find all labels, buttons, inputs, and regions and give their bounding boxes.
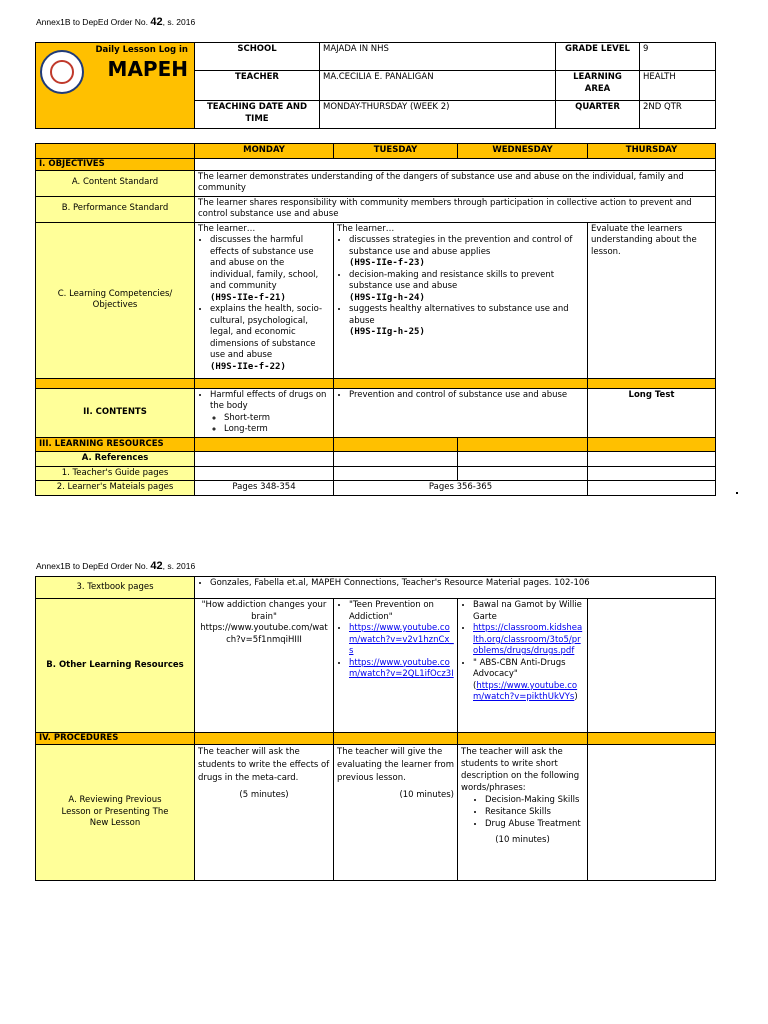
deped-seal-icon xyxy=(40,50,84,94)
stray-dot xyxy=(736,492,738,494)
lm-tuesday: Pages 356-365 xyxy=(334,481,588,496)
tue-bullet-3-text: suggests healthy alternatives to substance use and abuse xyxy=(349,304,569,326)
resources-blank-2 xyxy=(334,437,458,452)
textbook-value xyxy=(195,577,716,599)
mon-intro: The learner… xyxy=(198,223,256,234)
wed-link-1-item xyxy=(473,623,584,658)
mon-video-title: "How addiction changes your brain" xyxy=(201,600,327,622)
mon-bullet-2 xyxy=(210,304,330,373)
wed-link-2[interactable]: https://www.youtube.com/watch?v=pikthUkVYs xyxy=(473,680,578,702)
separator-2 xyxy=(334,378,588,388)
date-label: TEACHING DATE AND TIME xyxy=(195,101,320,129)
competencies-monday xyxy=(195,222,334,378)
annex-number: 42 xyxy=(150,16,163,28)
day-thursday: THURSDAY xyxy=(588,144,716,159)
contents-long-term: ◦ Long-term xyxy=(224,424,330,436)
learners-materials-label: 2. Learner's Mateials pages xyxy=(36,481,195,496)
annex-suffix: , s. 2016 xyxy=(162,17,196,27)
tue-bullet-2 xyxy=(349,270,584,305)
wed-resource-1: • Bawal na Gamot by Willie Garte xyxy=(473,600,584,623)
proc-wed-b1: • Decision-Making Skills xyxy=(485,794,584,806)
grade-label: GRADE LEVEL xyxy=(556,43,640,71)
resources-blank-3 xyxy=(458,437,588,452)
separator-label xyxy=(36,378,195,388)
school-label: SCHOOL xyxy=(195,43,320,71)
references-label: A. References xyxy=(36,452,195,467)
competencies-thursday: Evaluate the learners understanding about the lesson. xyxy=(588,222,716,378)
area-value: HEALTH xyxy=(640,71,716,101)
tue-intro: The learner… xyxy=(337,223,395,234)
contents-tue-text: • Prevention and control of substance use and abuse xyxy=(349,390,584,402)
tue-bullet-2-text: decision-making and resistance skills to prevent substance use and abuse xyxy=(349,269,555,291)
content-standard-label: A. Content Standard xyxy=(36,170,195,196)
day-wednesday: WEDNESDAY xyxy=(458,144,588,159)
proc-wednesday xyxy=(458,745,588,881)
performance-standard: The learner shares responsibility with community members through participation in collective action to prevent and control substance use and abuse xyxy=(195,196,716,222)
proc-blank-1 xyxy=(195,733,334,745)
tue-link-2-item xyxy=(349,658,454,681)
tue-code-1: (H9S-IIe-f-23) xyxy=(349,258,425,268)
competencies-label: C. Learning Competencies/ Objectives xyxy=(36,222,195,378)
refs-tue xyxy=(334,452,458,467)
contents-mon-text: Harmful effects of drugs on the body xyxy=(210,389,327,411)
day-tuesday: TUESDAY xyxy=(334,144,458,159)
contents-monday xyxy=(195,388,334,437)
proc-mon-time: (5 minutes) xyxy=(239,790,289,800)
proc-tue-time: (10 minutes) xyxy=(399,790,454,800)
contents-tuesday xyxy=(334,388,588,437)
textbook-label: 3. Textbook pages xyxy=(36,577,195,599)
lm-thu xyxy=(588,481,716,496)
tue-code-3: (H9S-IIg-h-25) xyxy=(349,327,425,337)
refs-wed xyxy=(458,452,588,467)
proc-blank-2 xyxy=(334,733,458,745)
contents-mon-bullet xyxy=(210,390,330,436)
resources-blank-4 xyxy=(588,437,716,452)
mon-video-url[interactable]: https://www.youtube.com/watch?v=5f1nmqiHIII xyxy=(200,623,328,645)
tue-bullet-1 xyxy=(349,235,584,270)
performance-standard-label: B. Performance Standard xyxy=(36,196,195,222)
wed-link-1[interactable]: https://classroom.kidshealth.org/classroom/3to5/problems/drugs/drugs.pdf xyxy=(473,623,583,656)
tue-code-2: (H9S-IIg-h-24) xyxy=(349,292,425,303)
mon-bullet-1-text: discusses the harmful effects of substance use and abuse on the individual, family, school, and community xyxy=(210,235,319,291)
resources-blank-1 xyxy=(195,437,334,452)
objectives-corner xyxy=(36,144,195,159)
reviewing-label: A. Reviewing Previous Lesson or Presenting The New Lesson xyxy=(36,745,195,881)
resources-title: III. LEARNING RESOURCES xyxy=(36,437,195,452)
mon-code-1: (H9S-IIe-f-21) xyxy=(210,292,286,303)
refs-thu xyxy=(588,452,716,467)
wed-resource-3: • " ABS-CBN Anti-Drugs Advocacy" (https://www.youtube.com/watch?v=pikthUkVYs) xyxy=(473,658,584,704)
tue-video-title: • "Teen Prevention on Addiction" xyxy=(349,600,454,623)
objectives-title: I. OBJECTIVES xyxy=(36,158,195,170)
area-label: LEARNING AREA xyxy=(556,71,640,101)
proc-wed-b3: • Drug Abuse Treatment xyxy=(485,818,584,830)
quarter-label: QUARTER xyxy=(556,101,640,129)
annex-header-1 xyxy=(36,16,195,28)
tg-mon xyxy=(195,466,334,481)
day-monday: MONDAY xyxy=(195,144,334,159)
procedures-title: IV. PROCEDURES xyxy=(36,733,195,745)
other-tuesday xyxy=(334,599,458,733)
tue-link-1[interactable]: https://www.youtube.com/watch?v=v2v1hznCx_s xyxy=(349,623,454,656)
teacher-label: TEACHER xyxy=(195,71,320,101)
tue-bullet-3 xyxy=(349,304,584,339)
mon-code-2: (H9S-IIe-f-22) xyxy=(210,361,286,372)
tg-tue xyxy=(334,466,458,481)
proc-wed-time: (10 minutes) xyxy=(495,835,550,845)
separator-1 xyxy=(195,378,334,388)
lesson-table-2 xyxy=(35,576,716,881)
grade-value: 9 xyxy=(640,43,716,71)
wed-resource-3-text: " ABS-CBN Anti-Drugs Advocacy" xyxy=(473,657,566,679)
school-value: MAJADA IN NHS xyxy=(320,43,556,71)
lesson-table-1 xyxy=(35,143,716,496)
subject-title: MAPEH xyxy=(107,57,188,81)
other-resources-label: B. Other Learning Resources xyxy=(36,599,195,733)
mon-bullet-1 xyxy=(210,235,330,304)
objectives-blank xyxy=(195,158,716,170)
mon-bullet-2-text: explains the health, socio-cultural, psychological, legal, and economic dimensions of substance use and abuse xyxy=(210,304,323,360)
other-monday xyxy=(195,599,334,733)
proc-tue-text: The teacher will give the evaluating the learner from previous lesson. xyxy=(337,747,454,783)
contents-thursday: Long Test xyxy=(588,388,716,437)
proc-tuesday xyxy=(334,745,458,881)
tue-link-1-item xyxy=(349,623,454,658)
annex2-prefix: Annex1B to DepEd Order No. xyxy=(36,561,151,571)
dll-label: Daily Lesson Log in xyxy=(95,45,188,55)
separator-3 xyxy=(588,378,716,388)
quarter-value: 2ND QTR xyxy=(640,101,716,129)
date-value: MONDAY-THURSDAY (WEEK 2) xyxy=(320,101,556,129)
refs-mon xyxy=(195,452,334,467)
textbook-text: • Gonzales, Fabella et.al, MAPEH Connections, Teacher's Resource Material pages. 102-106 xyxy=(210,578,712,590)
proc-blank-3 xyxy=(458,733,588,745)
proc-thursday xyxy=(588,745,716,881)
proc-mon-text: The teacher will ask the students to write the effects of drugs in the meta-card. xyxy=(198,747,330,783)
proc-wed-b2: • Resitance Skills xyxy=(485,806,584,818)
proc-blank-4 xyxy=(588,733,716,745)
other-thursday xyxy=(588,599,716,733)
contents-short-term: ◦ Short-term xyxy=(224,413,330,425)
tue-bullet-1-text: discusses strategies in the prevention and control of substance use and abuse applies xyxy=(349,235,573,257)
proc-wed-text: The teacher will ask the students to write short description on the following words/phrases: xyxy=(461,747,580,793)
annex2-suffix: , s. 2016 xyxy=(162,561,196,571)
tue-link-2[interactable]: https://www.youtube.com/watch?v=2QL1ifOcz3I xyxy=(349,657,454,679)
teachers-guide-label: 1. Teacher's Guide pages xyxy=(36,466,195,481)
lm-monday: Pages 348-354 xyxy=(195,481,334,496)
other-wednesday xyxy=(458,599,588,733)
tg-thu xyxy=(588,466,716,481)
header-table xyxy=(35,42,716,129)
annex-header-2 xyxy=(36,560,195,572)
annex2-number: 42 xyxy=(150,560,163,572)
proc-monday xyxy=(195,745,334,881)
teacher-value: MA.CECILIA E. PANALIGAN xyxy=(320,71,556,101)
annex-prefix: Annex1B to DepEd Order No. xyxy=(36,17,151,27)
contents-title: II. CONTENTS xyxy=(36,388,195,437)
content-standard: The learner demonstrates understanding of the dangers of substance use and abuse on the individual, family and community xyxy=(195,170,716,196)
competencies-tuesday xyxy=(334,222,588,378)
tg-wed xyxy=(458,466,588,481)
